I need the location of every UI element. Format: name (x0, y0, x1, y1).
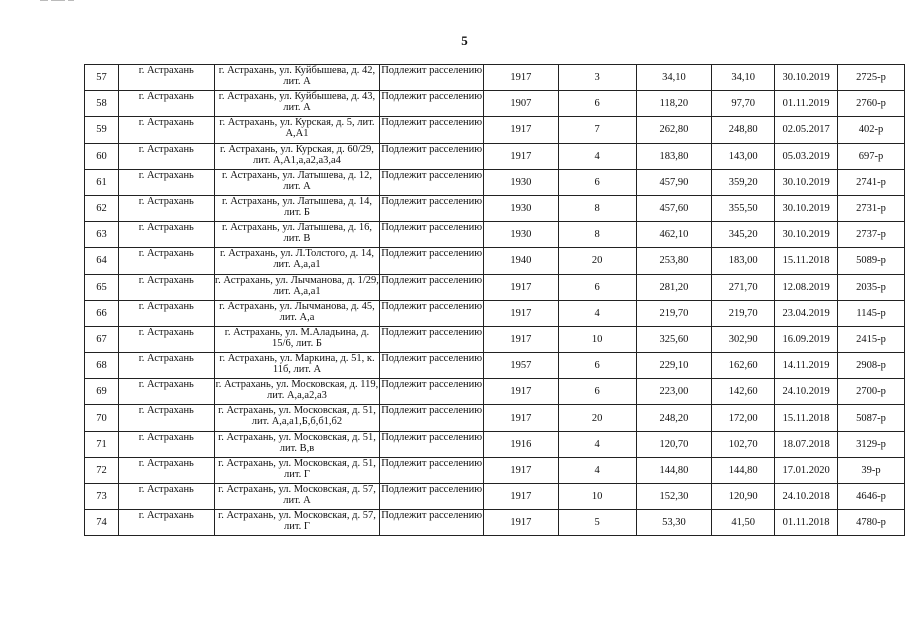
address-cell: г. Астрахань, ул. М.Аладьина, д. 15/6, лит. Б (214, 326, 380, 352)
table-body (85, 65, 905, 536)
living-area-cell: 34,10 (712, 65, 775, 91)
living-area-cell: 143,00 (712, 143, 775, 169)
year-cell: 1917 (484, 379, 559, 405)
residents-count-cell: 10 (558, 484, 636, 510)
residents-count-cell: 4 (558, 457, 636, 483)
city-cell: г. Астрахань (118, 484, 214, 510)
living-area-cell: 102,70 (712, 431, 775, 457)
total-area-cell: 223,00 (636, 379, 712, 405)
table-row (85, 195, 905, 221)
status-cell: Подлежит расселению (380, 91, 484, 117)
year-cell: 1930 (484, 195, 559, 221)
date-cell: 16.09.2019 (775, 326, 838, 352)
table-row (85, 405, 905, 431)
living-area-cell: 142,60 (712, 379, 775, 405)
year-cell: 1930 (484, 169, 559, 195)
living-area-cell: 345,20 (712, 222, 775, 248)
year-cell: 1957 (484, 353, 559, 379)
year-cell: 1930 (484, 222, 559, 248)
date-cell: 14.11.2019 (775, 353, 838, 379)
date-cell: 30.10.2019 (775, 169, 838, 195)
date-cell: 02.05.2017 (775, 117, 838, 143)
date-cell: 12.08.2019 (775, 274, 838, 300)
decree-number-cell: 2741-р (838, 169, 905, 195)
decree-number-cell: 2760-р (838, 91, 905, 117)
residents-count-cell: 5 (558, 510, 636, 536)
row-number: 72 (85, 457, 119, 483)
residents-count-cell: 6 (558, 353, 636, 379)
residents-count-cell: 8 (558, 195, 636, 221)
total-area-cell: 34,10 (636, 65, 712, 91)
decree-number-cell: 39-р (838, 457, 905, 483)
table-row (85, 431, 905, 457)
table-row (85, 143, 905, 169)
address-cell: г. Астрахань, ул. Куйбышева, д. 42, лит. А (214, 65, 380, 91)
date-cell: 17.01.2020 (775, 457, 838, 483)
city-cell: г. Астрахань (118, 274, 214, 300)
living-area-cell: 144,80 (712, 457, 775, 483)
table-row (85, 457, 905, 483)
date-cell: 18.07.2018 (775, 431, 838, 457)
status-cell: Подлежит расселению (380, 169, 484, 195)
residents-count-cell: 20 (558, 248, 636, 274)
address-cell: г. Астрахань, ул. Московская, д. 57, лит. Г (214, 510, 380, 536)
decree-number-cell: 2415-р (838, 326, 905, 352)
city-cell: г. Астрахань (118, 431, 214, 457)
decree-number-cell: 4646-р (838, 484, 905, 510)
city-cell: г. Астрахань (118, 457, 214, 483)
residents-count-cell: 10 (558, 326, 636, 352)
total-area-cell: 262,80 (636, 117, 712, 143)
city-cell: г. Астрахань (118, 65, 214, 91)
decree-number-cell: 402-р (838, 117, 905, 143)
date-cell: 30.10.2019 (775, 195, 838, 221)
table-row (85, 274, 905, 300)
status-cell: Подлежит расселению (380, 300, 484, 326)
year-cell: 1907 (484, 91, 559, 117)
city-cell: г. Астрахань (118, 222, 214, 248)
address-cell: г. Астрахань, ул. Московская, д. 57, лит. А (214, 484, 380, 510)
total-area-cell: 120,70 (636, 431, 712, 457)
date-cell: 30.10.2019 (775, 65, 838, 91)
page-number: 5 (461, 33, 468, 48)
residents-count-cell: 6 (558, 91, 636, 117)
row-number: 70 (85, 405, 119, 431)
decree-number-cell: 3129-р (838, 431, 905, 457)
date-cell: 15.11.2018 (775, 248, 838, 274)
total-area-cell: 457,60 (636, 195, 712, 221)
residents-count-cell: 6 (558, 169, 636, 195)
status-cell: Подлежит расселению (380, 431, 484, 457)
table-row (85, 248, 905, 274)
table-row (85, 510, 905, 536)
year-cell: 1917 (484, 326, 559, 352)
total-area-cell: 281,20 (636, 274, 712, 300)
table-row (85, 353, 905, 379)
row-number: 66 (85, 300, 119, 326)
table-row (85, 379, 905, 405)
living-area-cell: 271,70 (712, 274, 775, 300)
row-number: 65 (85, 274, 119, 300)
address-cell: г. Астрахань, ул. Московская, д. 51, лит. Г (214, 457, 380, 483)
residents-count-cell: 6 (558, 379, 636, 405)
living-area-cell: 162,60 (712, 353, 775, 379)
residents-count-cell: 4 (558, 143, 636, 169)
status-cell: Подлежит расселению (380, 326, 484, 352)
decree-number-cell: 2725-р (838, 65, 905, 91)
city-cell: г. Астрахань (118, 169, 214, 195)
address-cell: г. Астрахань, ул. Московская, д. 51, лит. А,а,а1,Б,б,б1,б2 (214, 405, 380, 431)
residents-count-cell: 8 (558, 222, 636, 248)
row-number: 62 (85, 195, 119, 221)
address-cell: г. Астрахань, ул. Маркина, д. 51, к. 11б, лит. А (214, 353, 380, 379)
living-area-cell: 97,70 (712, 91, 775, 117)
living-area-cell: 41,50 (712, 510, 775, 536)
year-cell: 1917 (484, 405, 559, 431)
total-area-cell: 183,80 (636, 143, 712, 169)
table-row (85, 65, 905, 91)
decree-number-cell: 2737-р (838, 222, 905, 248)
status-cell: Подлежит расселению (380, 379, 484, 405)
city-cell: г. Астрахань (118, 405, 214, 431)
year-cell: 1917 (484, 484, 559, 510)
total-area-cell: 152,30 (636, 484, 712, 510)
table-row (85, 222, 905, 248)
living-area-cell: 302,90 (712, 326, 775, 352)
table-row (85, 169, 905, 195)
total-area-cell: 118,20 (636, 91, 712, 117)
table-row (85, 300, 905, 326)
date-cell: 24.10.2019 (775, 379, 838, 405)
date-cell: 05.03.2019 (775, 143, 838, 169)
row-number: 63 (85, 222, 119, 248)
city-cell: г. Астрахань (118, 195, 214, 221)
date-cell: 23.04.2019 (775, 300, 838, 326)
row-number: 59 (85, 117, 119, 143)
decree-number-cell: 5089-р (838, 248, 905, 274)
total-area-cell: 229,10 (636, 353, 712, 379)
city-cell: г. Астрахань (118, 379, 214, 405)
year-cell: 1917 (484, 510, 559, 536)
residents-count-cell: 4 (558, 300, 636, 326)
date-cell: 30.10.2019 (775, 222, 838, 248)
city-cell: г. Астрахань (118, 353, 214, 379)
row-number: 71 (85, 431, 119, 457)
status-cell: Подлежит расселению (380, 143, 484, 169)
year-cell: 1916 (484, 431, 559, 457)
year-cell: 1917 (484, 143, 559, 169)
decree-number-cell: 697-р (838, 143, 905, 169)
housing-registry-table (84, 64, 905, 536)
address-cell: г. Астрахань, ул. Куйбышева, д. 43, лит. А (214, 91, 380, 117)
decree-number-cell: 2700-р (838, 379, 905, 405)
table-row (85, 117, 905, 143)
address-cell: г. Астрахань, ул. Латышева, д. 14, лит. Б (214, 195, 380, 221)
city-cell: г. Астрахань (118, 510, 214, 536)
city-cell: г. Астрахань (118, 300, 214, 326)
status-cell: Подлежит расселению (380, 484, 484, 510)
year-cell: 1917 (484, 65, 559, 91)
decree-number-cell: 1145-р (838, 300, 905, 326)
address-cell: г. Астрахань, ул. Латышева, д. 16, лит. В (214, 222, 380, 248)
residents-count-cell: 3 (558, 65, 636, 91)
status-cell: Подлежит расселению (380, 353, 484, 379)
decree-number-cell: 5087-р (838, 405, 905, 431)
total-area-cell: 462,10 (636, 222, 712, 248)
city-cell: г. Астрахань (118, 91, 214, 117)
table-row (85, 326, 905, 352)
address-cell: г. Астрахань, ул. Курская, д. 5, лит. А,А1 (214, 117, 380, 143)
address-cell: г. Астрахань, ул. Латышева, д. 12, лит. А (214, 169, 380, 195)
address-cell: г. Астрахань, ул. Московская, д. 51, лит. В,в (214, 431, 380, 457)
address-cell: г. Астрахань, ул. Курская, д. 60/29, лит. А,А1,а,а2,а3,а4 (214, 143, 380, 169)
row-number: 74 (85, 510, 119, 536)
total-area-cell: 219,70 (636, 300, 712, 326)
city-cell: г. Астрахань (118, 248, 214, 274)
living-area-cell: 120,90 (712, 484, 775, 510)
total-area-cell: 53,30 (636, 510, 712, 536)
status-cell: Подлежит расселению (380, 248, 484, 274)
living-area-cell: 219,70 (712, 300, 775, 326)
total-area-cell: 144,80 (636, 457, 712, 483)
living-area-cell: 355,50 (712, 195, 775, 221)
status-cell: Подлежит расселению (380, 117, 484, 143)
decree-number-cell: 2908-р (838, 353, 905, 379)
status-cell: Подлежит расселению (380, 222, 484, 248)
living-area-cell: 172,00 (712, 405, 775, 431)
row-number: 60 (85, 143, 119, 169)
living-area-cell: 248,80 (712, 117, 775, 143)
status-cell: Подлежит расселению (380, 274, 484, 300)
decree-number-cell: 2035-р (838, 274, 905, 300)
year-cell: 1917 (484, 457, 559, 483)
residents-count-cell: 20 (558, 405, 636, 431)
date-cell: 24.10.2018 (775, 484, 838, 510)
table-row (85, 91, 905, 117)
city-cell: г. Астрахань (118, 117, 214, 143)
date-cell: 01.11.2019 (775, 91, 838, 117)
address-cell: г. Астрахань, ул. Лычманова, д. 45, лит. А,а (214, 300, 380, 326)
row-number: 68 (85, 353, 119, 379)
address-cell: г. Астрахань, ул. Лычманова, д. 1/29, лит. А,а,а1 (214, 274, 380, 300)
total-area-cell: 325,60 (636, 326, 712, 352)
living-area-cell: 359,20 (712, 169, 775, 195)
year-cell: 1940 (484, 248, 559, 274)
living-area-cell: 183,00 (712, 248, 775, 274)
total-area-cell: 253,80 (636, 248, 712, 274)
row-number: 58 (85, 91, 119, 117)
status-cell: Подлежит расселению (380, 405, 484, 431)
address-cell: г. Астрахань, ул. Московская, д. 119, лит. А,а,а2,а3 (214, 379, 380, 405)
residents-count-cell: 4 (558, 431, 636, 457)
decree-number-cell: 4780-р (838, 510, 905, 536)
row-number: 67 (85, 326, 119, 352)
total-area-cell: 457,90 (636, 169, 712, 195)
residents-count-cell: 7 (558, 117, 636, 143)
table-row (85, 484, 905, 510)
row-number: 57 (85, 65, 119, 91)
date-cell: 15.11.2018 (775, 405, 838, 431)
date-cell: 01.11.2018 (775, 510, 838, 536)
residents-count-cell: 6 (558, 274, 636, 300)
status-cell: Подлежит расселению (380, 195, 484, 221)
status-cell: Подлежит расселению (380, 510, 484, 536)
row-number: 69 (85, 379, 119, 405)
decree-number-cell: 2731-р (838, 195, 905, 221)
address-cell: г. Астрахань, ул. Л.Толстого, д. 14, лит. А,а,а1 (214, 248, 380, 274)
city-cell: г. Астрахань (118, 326, 214, 352)
scan-artifact (40, 0, 80, 6)
status-cell: Подлежит расселению (380, 65, 484, 91)
row-number: 61 (85, 169, 119, 195)
row-number: 73 (85, 484, 119, 510)
city-cell: г. Астрахань (118, 143, 214, 169)
status-cell: Подлежит расселению (380, 457, 484, 483)
year-cell: 1917 (484, 274, 559, 300)
year-cell: 1917 (484, 300, 559, 326)
total-area-cell: 248,20 (636, 405, 712, 431)
row-number: 64 (85, 248, 119, 274)
year-cell: 1917 (484, 117, 559, 143)
